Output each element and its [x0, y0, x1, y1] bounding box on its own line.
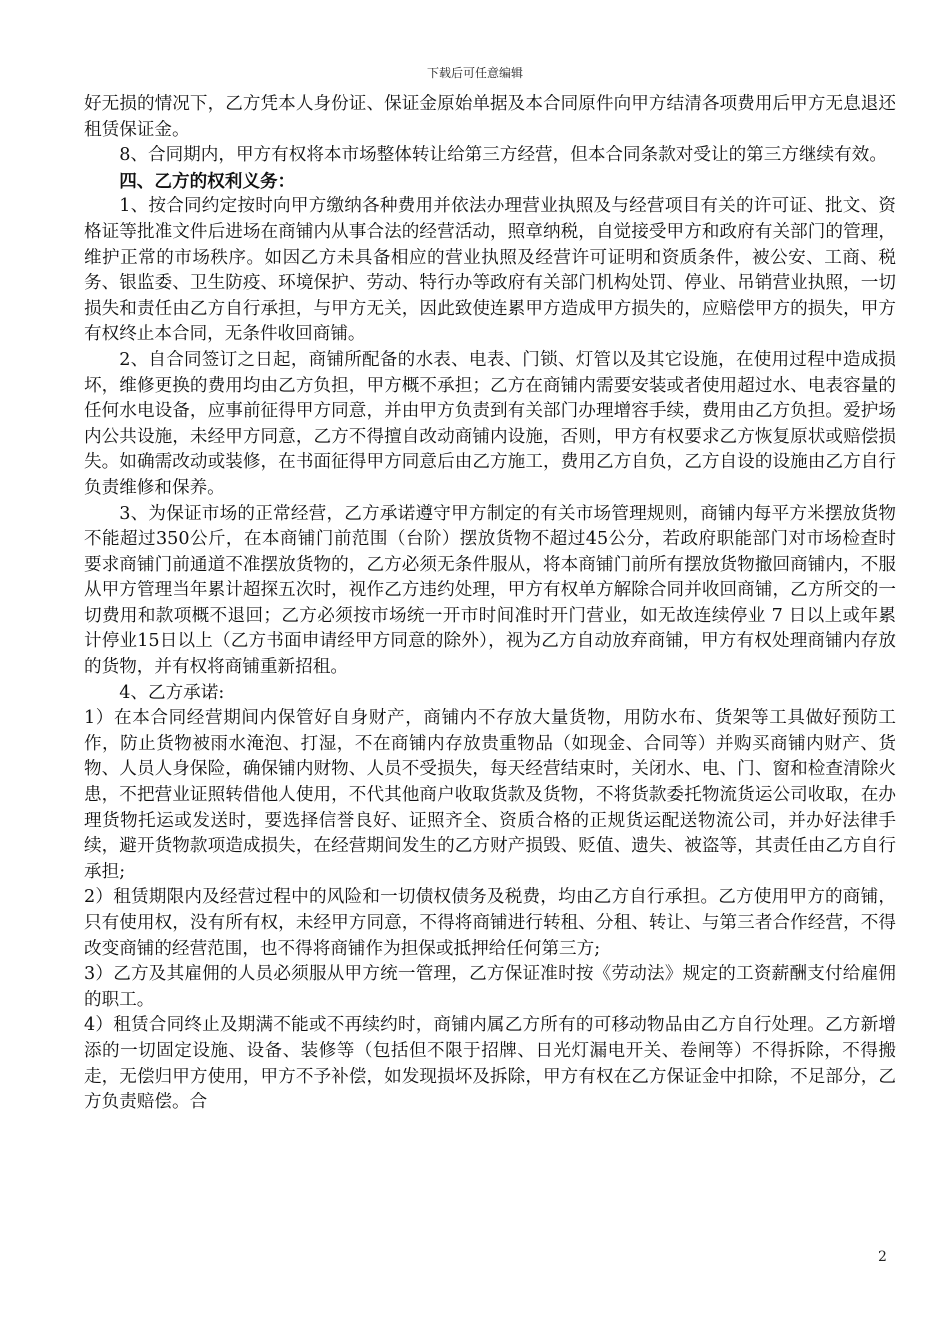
page-header: 下载后可任意编辑: [426, 66, 523, 80]
paragraph-subclause-3: 3）乙方及其雇佣的人员必须服从甲方统一管理，乙方保证准时按《劳动法》规定的工资薪酬支付给雇佣的职工。: [84, 964, 896, 1010]
paragraph-subclause-4: 4）租赁合同终止及期满不能或不再续约时，商铺内属乙方所有的可移动物品由乙方自行处理。乙方新增添的一切固定设施、设备、装修等（包括但不限于招牌、日光灯漏电开关、卷闸等）不得拆除，不得搬走，无偿归甲方使用，甲方不予补偿，如发现损坏及拆除，甲方有权在乙方保证金中扣除，不足部分，乙方负责赔偿。合: [84, 1015, 896, 1113]
section-heading: 四、乙方的权利义务：: [119, 170, 296, 192]
page-number: 2: [878, 1249, 887, 1265]
paragraph-continued: 好无损的情况下，乙方凭本人身份证、保证金原始单据及本合同原件向甲方结清各项费用后甲方无息退还租赁保证金。: [84, 94, 896, 140]
document-body: [84, 92, 896, 1116]
paragraph-clause-1: 1、按合同约定按时向甲方缴纳各种费用并依法办理营业执照及与经营项目有关的许可证、批文、资格证等批准文件后进场在商铺内从事合法的经营活动，照章纳税，自觉接受甲方和政府有关部门的管理，维护正常的市场秩序。如因乙方未具备相应的营业执照及经营许可证明和资质条件，被公安、工商、税务、银监委、卫生防疫、环境保护、劳动、特行办等政府有关部门机构处罚、停业、吊销营业执照，一切损失和责任由乙方自行承担，与甲方无关，因此致使连累甲方造成甲方损失的，应赔偿甲方的损失，甲方有权终止本合同，无条件收回商铺。: [84, 196, 896, 345]
paragraph-clause-4: 4、乙方承诺:: [119, 682, 225, 703]
paragraph-clause-3: 3、为保证市场的正常经营，乙方承诺遵守甲方制定的有关市场管理规则，商铺内每平方米摆放货物不能超过350公斤，在本商铺门前范围（台阶）摆放货物不超过45公分，若政府职能部门对市场检查时要求商铺门前通道不准摆放货物的，乙方必须无条件服从，将本商铺门前所有摆放货物撤回商铺内，不服从甲方管理当年累计超探五次时，视作乙方违约处理，甲方有权单方解除合同并收回商铺，乙方所交的一切费用和款项概不退回；乙方必须按市场统一开市时间准时开门营业，如无故连续停业 7 日以上或年累计停业15日以上（乙方书面申请经甲方同意的除外），视为乙方自动放弃商铺，甲方有权处理商铺内存放的货物，并有权将商铺重新招租。: [84, 503, 896, 678]
paragraph-clause-2: 2、自合同签订之日起，商铺所配备的水表、电表、门锁、灯管以及其它设施，在使用过程中造成损坏，维修更换的费用均由乙方负担，甲方概不承担；乙方在商铺内需要安装或者使用超过水、电表容量的任何水电设备，应事前征得甲方同意，并由甲方负责到有关部门办理增容手续，费用由乙方负担。爱护场内公共设施，未经甲方同意，乙方不得擅自改动商铺内设施，否则，甲方有权要求乙方恢复原状或赔偿损失。如确需改动或装修，在书面征得甲方同意后由乙方施工，费用乙方自负，乙方自设的设施由乙方自行负责维修和保养。: [84, 349, 896, 498]
paragraph-subclause-1: 1）在本合同经营期间内保管好自身财产，商铺内不存放大量货物，用防水布、货架等工具做好预防工作，防止货物被雨水淹泡、打湿，不在商铺内存放贵重物品（如现金、合同等）并购买商铺内财产、货物、人员人身保险，确保铺内财物、人员不受损失，每天经营结束时，关闭水、电、门、窗和检查清除火患，不把营业证照转借他人使用，不代其他商户收取货款及货物，不将货款委托物流货运公司收取，在办理货物托运或发送时，要选择信誉良好、证照齐全、资质合格的正规货运配送物流公司，并办好法律手续，避开货物款项造成损失，在经营期间发生的乙方财产损毁、贬值、遗失、被盗等，其责任由乙方自行承担;: [84, 708, 896, 882]
paragraph-subclause-2: 2）租赁期限内及经营过程中的风险和一切债权债务及税费，均由乙方自行承担。乙方使用甲方的商铺，只有使用权，没有所有权，未经甲方同意，不得将商铺进行转租、分租、转让、与第三者合作经营，不得改变商铺的经营范围，也不得将商铺作为担保或抵押给任何第三方;: [84, 887, 896, 959]
paragraph-clause-8: 8、合同期内，甲方有权将本市场整体转让给第三方经营，但本合同条款对受让的第三方继续有效。: [119, 145, 887, 166]
